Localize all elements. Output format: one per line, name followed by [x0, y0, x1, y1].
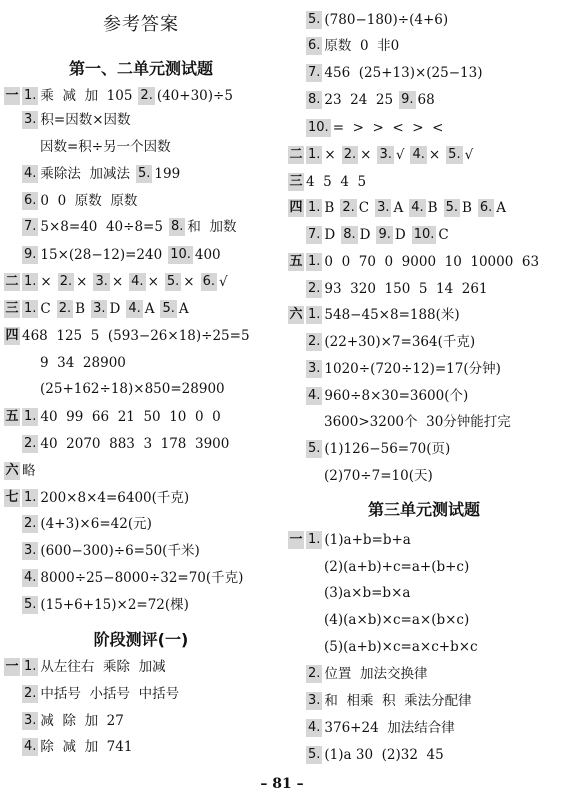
answer-text: D: [359, 227, 371, 243]
answer-text: D: [394, 227, 406, 243]
answer-item: [409, 196, 437, 220]
answer-row: [284, 223, 564, 247]
answer-text: 23 24 25: [324, 92, 394, 108]
answer-row: [0, 270, 282, 294]
question-number: 4.: [24, 570, 37, 585]
answer-row: [284, 61, 564, 85]
answer-item: [324, 608, 469, 632]
answer-text: 因数=积÷另一个因数: [40, 139, 171, 155]
answer-text: = > > < > <: [332, 120, 444, 136]
answer-item: [58, 270, 88, 294]
answer-text: (1)a+b=b+a: [324, 532, 411, 548]
answer-row: [284, 743, 564, 767]
answer-text: (2)(a+b)+c=a+(b+c): [324, 559, 470, 575]
question-number: 2.: [140, 88, 153, 103]
answer-text: 乘 减 加 105: [40, 88, 133, 104]
answer-text: 0 0 70 0 9000 10 10000 63: [324, 254, 540, 270]
answer-text: 4 5 4 5: [306, 174, 367, 190]
question-number: 2.: [343, 147, 357, 162]
answer-row: [0, 84, 282, 108]
answer-row: [0, 539, 282, 563]
answer-item: [306, 743, 444, 767]
answer-row: [284, 464, 564, 488]
answer-text: A: [393, 200, 404, 216]
answer-text: 位置 加法交换律: [324, 666, 428, 682]
answer-item: [306, 143, 336, 167]
question-number: 6.: [479, 200, 493, 215]
answer-text: 0 0 原数 原数: [40, 193, 138, 209]
answer-text: C: [358, 200, 370, 216]
answer-row: [0, 709, 282, 733]
answer-row: [284, 170, 564, 194]
page-number: – 81 –: [260, 776, 304, 792]
question-number: 1.: [24, 490, 37, 505]
answer-text: (15+6+15)×2=72(棵): [40, 597, 189, 613]
question-number: 3.: [308, 693, 321, 708]
answer-text: C: [40, 301, 51, 317]
answer-text: A: [144, 301, 155, 317]
answer-item: [22, 432, 229, 456]
answer-item: [306, 330, 475, 354]
section-marker: 六: [5, 463, 19, 478]
answer-row: [0, 593, 282, 617]
answer-row: [0, 377, 282, 401]
question-number: 2.: [24, 686, 37, 701]
answer-text: 乘除法 加减法: [40, 166, 130, 182]
answer-item: [306, 61, 482, 85]
answer-row: [0, 682, 282, 706]
answer-text: 15×(28−12)=240: [40, 247, 163, 263]
answer-row: [284, 635, 564, 659]
section-marker: 五: [5, 409, 19, 424]
answer-text: D: [324, 227, 336, 243]
answer-row: [0, 189, 282, 213]
section-marker: 七: [5, 490, 19, 505]
question-number: 7.: [308, 65, 321, 80]
answer-row: [284, 196, 564, 220]
answer-item: [306, 88, 393, 112]
question-number: 2.: [308, 666, 321, 681]
answer-text: √: [395, 147, 405, 163]
answer-item: [129, 270, 159, 294]
question-number: 5.: [445, 200, 458, 215]
answer-text: (40+30)÷5: [156, 88, 233, 104]
answer-item: [22, 486, 189, 510]
answer-item: [324, 635, 478, 659]
answer-item: [324, 464, 433, 488]
answer-item: [306, 689, 472, 713]
answer-item: [22, 593, 189, 617]
answer-text: ×: [76, 274, 88, 290]
answer-text: (1)126−56=70(页): [324, 441, 451, 457]
question-number: 2.: [24, 516, 37, 531]
question-number: 10.: [170, 247, 191, 262]
answer-row: [284, 716, 564, 740]
answer-text: 960÷8×30=3600(个): [324, 388, 469, 404]
question-number: 1.: [308, 307, 321, 322]
question-number: 7.: [24, 219, 37, 234]
section-marker: 一: [5, 88, 19, 103]
answer-item: [22, 162, 130, 186]
answer-row: [0, 486, 282, 510]
answer-text: 3600>3200个 30分钟能打完: [324, 414, 511, 430]
answer-text: (4+3)×6=42(元): [40, 516, 152, 532]
answer-text: 减 除 加 27: [40, 713, 124, 729]
answer-item: [446, 143, 473, 167]
answer-text: ×: [111, 274, 124, 290]
answer-text: C: [438, 227, 449, 243]
question-number: 3.: [308, 361, 321, 376]
answer-item: [57, 297, 85, 321]
question-number: 1.: [308, 532, 321, 547]
answer-text: √: [219, 274, 228, 290]
answer-item: [22, 735, 132, 759]
answer-text: 199: [154, 166, 181, 182]
question-number: 1.: [24, 409, 37, 424]
question-number: 1.: [24, 659, 37, 674]
answer-text: ×: [147, 274, 159, 290]
answer-text: B: [427, 200, 438, 216]
answer-item: [375, 196, 403, 220]
answer-item: [136, 162, 180, 186]
section-marker: 一: [5, 659, 19, 674]
answer-item: [399, 88, 435, 112]
answer-text: 原数 0 非0: [324, 38, 400, 54]
question-number: 6.: [308, 38, 321, 53]
answer-text: (1)a 30 (2)32 45: [324, 747, 444, 763]
answer-text: ×: [324, 147, 336, 163]
answer-row: [284, 528, 564, 552]
answer-row: [0, 735, 282, 759]
section-marker: 二: [5, 274, 19, 289]
answer-text: B: [75, 301, 86, 317]
answer-row: [0, 243, 282, 267]
answer-text: 93 320 150 5 14 261: [324, 281, 488, 297]
question-number: 10.: [413, 227, 435, 242]
question-number: 4.: [411, 200, 424, 215]
answer-item: [22, 108, 131, 132]
question-number: 4.: [131, 274, 144, 289]
answer-text: (2)70÷7=10(天): [324, 468, 433, 484]
question-number: 2.: [58, 301, 72, 316]
answer-row: [0, 655, 282, 679]
question-number: 3.: [24, 543, 37, 558]
question-number: 3.: [24, 713, 37, 728]
answer-text: ×: [183, 274, 195, 290]
answer-item: [22, 324, 250, 348]
answer-item: [22, 655, 166, 679]
answer-text: 40 2070 883 3 178 3900: [40, 436, 230, 452]
answer-item: [22, 297, 51, 321]
answer-text: 和 加数: [187, 219, 237, 235]
answer-item: [410, 143, 440, 167]
question-number: 3.: [24, 112, 37, 127]
question-number: 10.: [308, 120, 329, 135]
question-number: 8.: [170, 219, 184, 234]
answer-text: (25+162÷18)×850=28900: [40, 381, 225, 397]
question-number: 2.: [342, 200, 355, 215]
answer-item: [306, 662, 428, 686]
answer-row: [284, 384, 564, 408]
answer-text: A: [178, 301, 189, 317]
section-marker: 三: [289, 174, 303, 189]
answer-row: [0, 351, 282, 375]
answer-item: [306, 116, 443, 140]
answer-text: 和 相乘 积 乘法分配律: [324, 693, 472, 709]
section-marker: 六: [289, 307, 303, 322]
answer-item: [324, 555, 469, 579]
answer-text: (3)a×b=b×a: [324, 585, 411, 601]
answer-row: [284, 437, 564, 461]
answer-row: [0, 459, 282, 483]
answer-item: [306, 170, 366, 194]
question-number: 9.: [24, 247, 37, 262]
answer-item: [306, 250, 539, 274]
answer-item: [22, 512, 152, 536]
question-number: 5.: [308, 747, 321, 762]
answer-row: [0, 108, 282, 132]
answer-item: [22, 405, 221, 429]
question-number: 8.: [308, 92, 321, 107]
answer-text: 1020÷(720÷12)=17(分钟): [324, 361, 501, 377]
answer-item: [40, 351, 126, 375]
answer-item: [306, 223, 335, 247]
answer-item: [412, 223, 449, 247]
answer-text: 除 减 加 741: [40, 739, 133, 755]
answer-text: 积=因数×因数: [40, 112, 131, 128]
question-number: 3.: [379, 147, 392, 162]
question-number: 5.: [308, 441, 321, 456]
answer-row: [284, 8, 564, 32]
answer-item: [306, 528, 411, 552]
answer-row: [284, 143, 564, 167]
answer-row: [0, 297, 282, 321]
answer-item: [306, 277, 488, 301]
question-number: 4.: [128, 301, 141, 316]
answer-text: 中括号 小括号 中括号: [40, 686, 180, 702]
answer-row: [284, 116, 564, 140]
answer-text: 376+24 加法结合律: [324, 720, 455, 736]
answer-item: [169, 215, 237, 239]
answer-item: [168, 243, 220, 267]
answer-item: [126, 297, 154, 321]
answer-text: (4)(a×b)×c=a×(b×c): [324, 612, 470, 628]
answer-item: [306, 196, 334, 220]
section-heading-stage-test: 阶段测评(一): [93, 630, 189, 649]
answer-item: [22, 270, 52, 294]
answer-text: 68: [417, 92, 435, 108]
answer-item: [22, 189, 137, 213]
section-marker: 一: [289, 532, 303, 547]
answer-item: [201, 270, 228, 294]
question-number: 2.: [308, 281, 321, 296]
answer-item: [377, 143, 404, 167]
answer-row: [0, 162, 282, 186]
answer-text: 456 (25+13)×(25−13): [324, 65, 483, 81]
answer-text: B: [324, 200, 335, 216]
answer-item: [340, 196, 369, 220]
answer-item: [444, 196, 472, 220]
answer-item: [341, 223, 370, 247]
answer-row: [284, 277, 564, 301]
question-number: 1.: [308, 147, 321, 162]
answer-item: [324, 581, 410, 605]
answer-row: [284, 608, 564, 632]
answer-item: [22, 566, 243, 590]
section-marker: 五: [289, 254, 303, 269]
answer-text: 9 34 28900: [40, 355, 126, 371]
question-number: 5.: [448, 147, 461, 162]
answer-row: [284, 662, 564, 686]
answer-row: [284, 410, 564, 434]
answer-item: [22, 682, 179, 706]
question-number: 4.: [412, 147, 425, 162]
question-number: 5.: [138, 166, 151, 181]
answer-row: [0, 512, 282, 536]
section-heading-unit3: 第三单元测试题: [367, 500, 480, 519]
answer-item: [138, 84, 233, 108]
answer-item: [306, 303, 460, 327]
question-number: 1.: [308, 200, 321, 215]
answer-row: [0, 566, 282, 590]
answer-item: [306, 384, 468, 408]
question-number: 7.: [308, 227, 321, 242]
question-number: 6.: [202, 274, 215, 289]
question-number: 2.: [308, 334, 321, 349]
answer-row: [0, 405, 282, 429]
answer-item: [22, 215, 163, 239]
answer-row: [284, 581, 564, 605]
section-marker: 三: [5, 301, 19, 316]
question-number: 3.: [377, 200, 390, 215]
answer-row: [284, 303, 564, 327]
answer-text: √: [464, 147, 474, 163]
answer-text: 400: [194, 247, 221, 263]
answer-item: [306, 716, 455, 740]
answer-item: [40, 377, 225, 401]
question-number: 1.: [24, 301, 37, 316]
section-marker: 四: [289, 200, 303, 215]
question-number: 2.: [59, 274, 73, 289]
question-number: 1.: [24, 274, 37, 289]
question-number: 3.: [95, 274, 108, 289]
question-number: 1.: [24, 88, 37, 103]
answer-text: (22+30)×7=364(千克): [324, 334, 476, 350]
section-marker: 四: [5, 328, 19, 343]
answer-item: [22, 459, 36, 483]
answer-row: [284, 34, 564, 58]
answer-text: 从左往右 乘除 加减: [40, 659, 166, 675]
answer-row: [0, 135, 282, 159]
question-number: 2.: [24, 436, 37, 451]
answer-row: [284, 250, 564, 274]
answer-item: [40, 135, 171, 159]
answer-item: [306, 357, 501, 381]
answer-item: [22, 84, 132, 108]
answer-text: ×: [40, 274, 52, 290]
answer-item: [306, 34, 399, 58]
answer-item: [91, 297, 120, 321]
answer-text: 5×8=40 40÷8=5: [40, 219, 163, 235]
answer-text: (780−180)÷(4+6): [324, 12, 449, 28]
answer-text: ×: [428, 147, 441, 163]
question-number: 8.: [343, 227, 356, 242]
answer-item: [165, 270, 195, 294]
answer-text: 468 125 5 (593−26×18)÷25=5: [22, 328, 250, 344]
question-number: 5.: [308, 12, 321, 27]
page-title: 参考答案: [103, 14, 179, 35]
answer-text: 8000÷25−8000÷32=70(千克): [40, 570, 244, 586]
question-number: 3.: [93, 301, 106, 316]
answer-item: [160, 297, 188, 321]
question-number: 4.: [308, 388, 321, 403]
answer-text: (5)(a+b)×c=a×c+b×c: [324, 639, 478, 655]
answer-text: 548−45×8=188(米): [324, 307, 460, 323]
question-number: 5.: [166, 274, 180, 289]
question-number: 4.: [24, 166, 37, 181]
answer-text: 200×8×4=6400(千克): [40, 490, 190, 506]
answer-row: [0, 215, 282, 239]
section-heading-unit1-2: 第一、二单元测试题: [68, 59, 213, 78]
answer-item: [478, 196, 506, 220]
answer-row: [284, 555, 564, 579]
question-number: 9.: [378, 227, 391, 242]
answer-row: [284, 330, 564, 354]
question-number: 4.: [24, 739, 37, 754]
answer-text: 略: [22, 463, 36, 479]
answer-row: [284, 689, 564, 713]
answer-text: B: [461, 200, 472, 216]
answer-text: (600−300)÷6=50(千米): [40, 543, 200, 559]
answer-item: [306, 437, 450, 461]
answer-text: D: [109, 301, 121, 317]
answer-row: [0, 324, 282, 348]
question-number: 4.: [308, 720, 321, 735]
answer-item: [376, 223, 405, 247]
question-number: 6.: [24, 193, 37, 208]
section-marker: 二: [289, 147, 303, 162]
question-number: 5.: [162, 301, 175, 316]
answer-text: ×: [360, 147, 372, 163]
answer-text: A: [496, 200, 507, 216]
answer-item: [22, 709, 124, 733]
question-number: 5.: [24, 597, 37, 612]
question-number: 1.: [308, 254, 321, 269]
answer-row: [284, 88, 564, 112]
answer-item: [22, 539, 200, 563]
answer-row: [284, 357, 564, 381]
question-number: 9.: [401, 92, 414, 107]
answer-item: [324, 410, 511, 434]
answer-row: [0, 432, 282, 456]
answer-item: [93, 270, 123, 294]
answer-item: [306, 8, 448, 32]
answer-text: 40 99 66 21 50 10 0 0: [40, 409, 221, 425]
answer-item: [22, 243, 162, 267]
answer-item: [342, 143, 372, 167]
